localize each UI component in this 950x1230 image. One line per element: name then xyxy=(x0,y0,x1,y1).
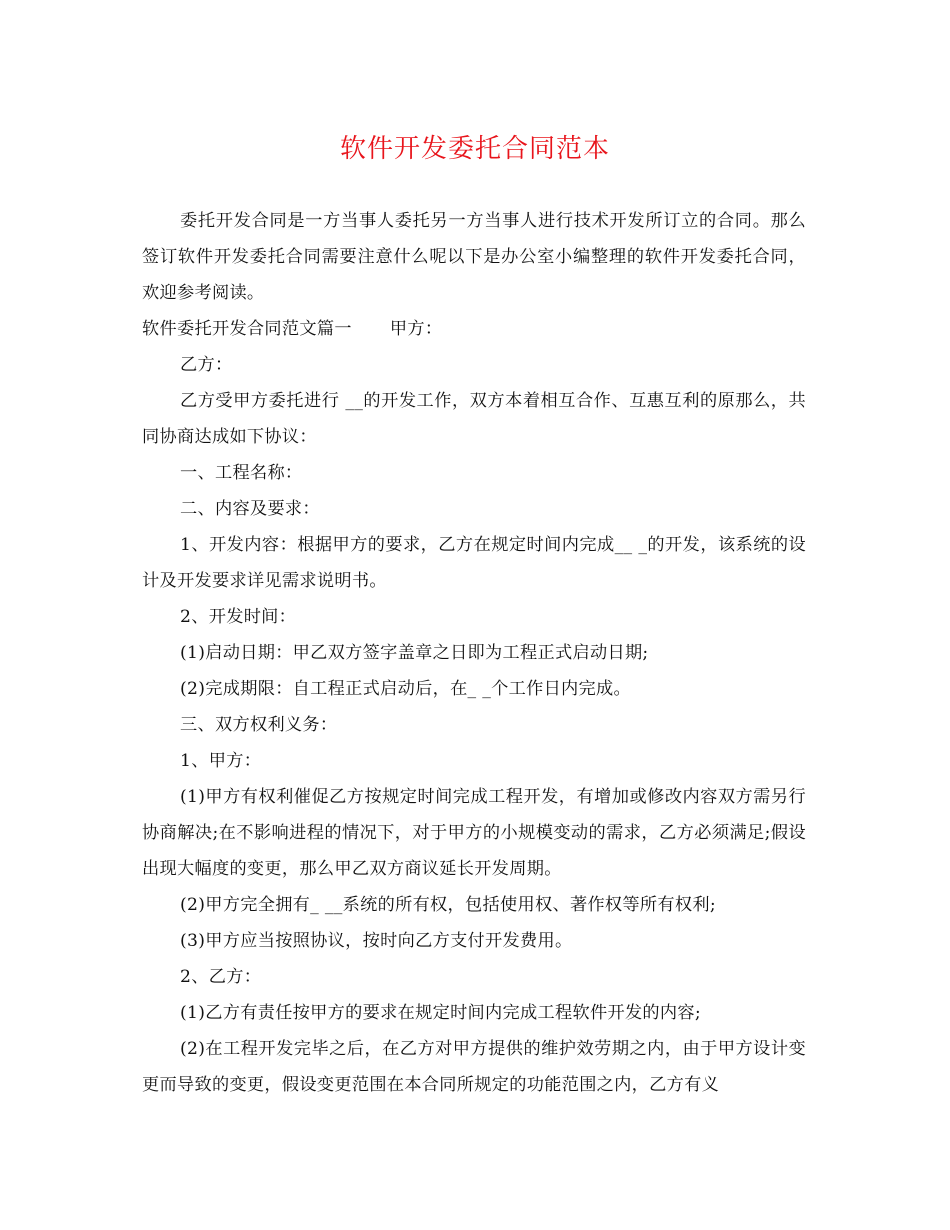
paragraph-4: 1、开发内容：根据甲方的要求，乙方在规定时间内完成__ _的开发，该系统的设计及开发要求详见需求说明书。 xyxy=(142,535,806,591)
party-a-label: 甲方： xyxy=(389,319,443,339)
paragraph-5: 2、开发时间： xyxy=(180,607,297,627)
paragraph-13: 2、乙方： xyxy=(180,967,262,987)
paragraph-6: (1)启动日期：甲乙双方签字盖章之日即为工程正式启动日期; xyxy=(180,643,649,663)
paragraph-11: (2)甲方完全拥有_ __系统的所有权，包括使用权、著作权等所有权利; xyxy=(180,895,716,915)
section-heading-line xyxy=(142,311,806,347)
paragraph-7: (2)完成期限：自工程正式启动后，在_ _个工作日内完成。 xyxy=(180,679,632,699)
paragraph-15: (2)在工程开发完毕之后，在乙方对甲方提供的维护效劳期之内，由于甲方设计变更而导致的变更，假设变更范围在本合同所规定的功能范围之内，乙方有义 xyxy=(142,1039,806,1095)
paragraph-12: (3)甲方应当按照协议，按时向乙方支付开发费用。 xyxy=(180,931,573,951)
paragraph-8: 三、双方权利义务： xyxy=(180,715,338,735)
paragraph-14: (1)乙方有责任按甲方的要求在规定时间内完成工程软件开发的内容; xyxy=(180,1003,701,1023)
paragraph-10: (1)甲方有权利催促乙方按规定时间完成工程开发，有增加或修改内容双方需另行协商解决;在不影响进程的情况下，对于甲方的小规模变动的需求，乙方必须满足;假设出现大幅度的变更，那么甲乙双方商议延长开发周期。 xyxy=(142,787,806,879)
party-b-label: 乙方： xyxy=(180,355,233,375)
section-heading: 软件委托开发合同范文篇一 xyxy=(142,319,352,339)
paragraph-9: 1、甲方： xyxy=(180,751,262,771)
paragraph-3: 二、内容及要求： xyxy=(180,499,320,519)
intro-paragraph: 委托开发合同是一方当事人委托另一方当事人进行技术开发所订立的合同。那么签订软件开发委托合同需要注意什么呢以下是办公室小编整理的软件开发委托合同，欢迎参考阅读。 xyxy=(142,211,806,303)
document-body xyxy=(142,203,806,1103)
paragraph-1: 乙方受甲方委托进行 __的开发工作，双方本着相互合作、互惠互利的原那么，共同协商达成如下协议： xyxy=(142,391,806,447)
paragraph-2: 一、工程名称： xyxy=(180,463,303,483)
document-title: 软件开发委托合同范本 xyxy=(339,134,610,164)
